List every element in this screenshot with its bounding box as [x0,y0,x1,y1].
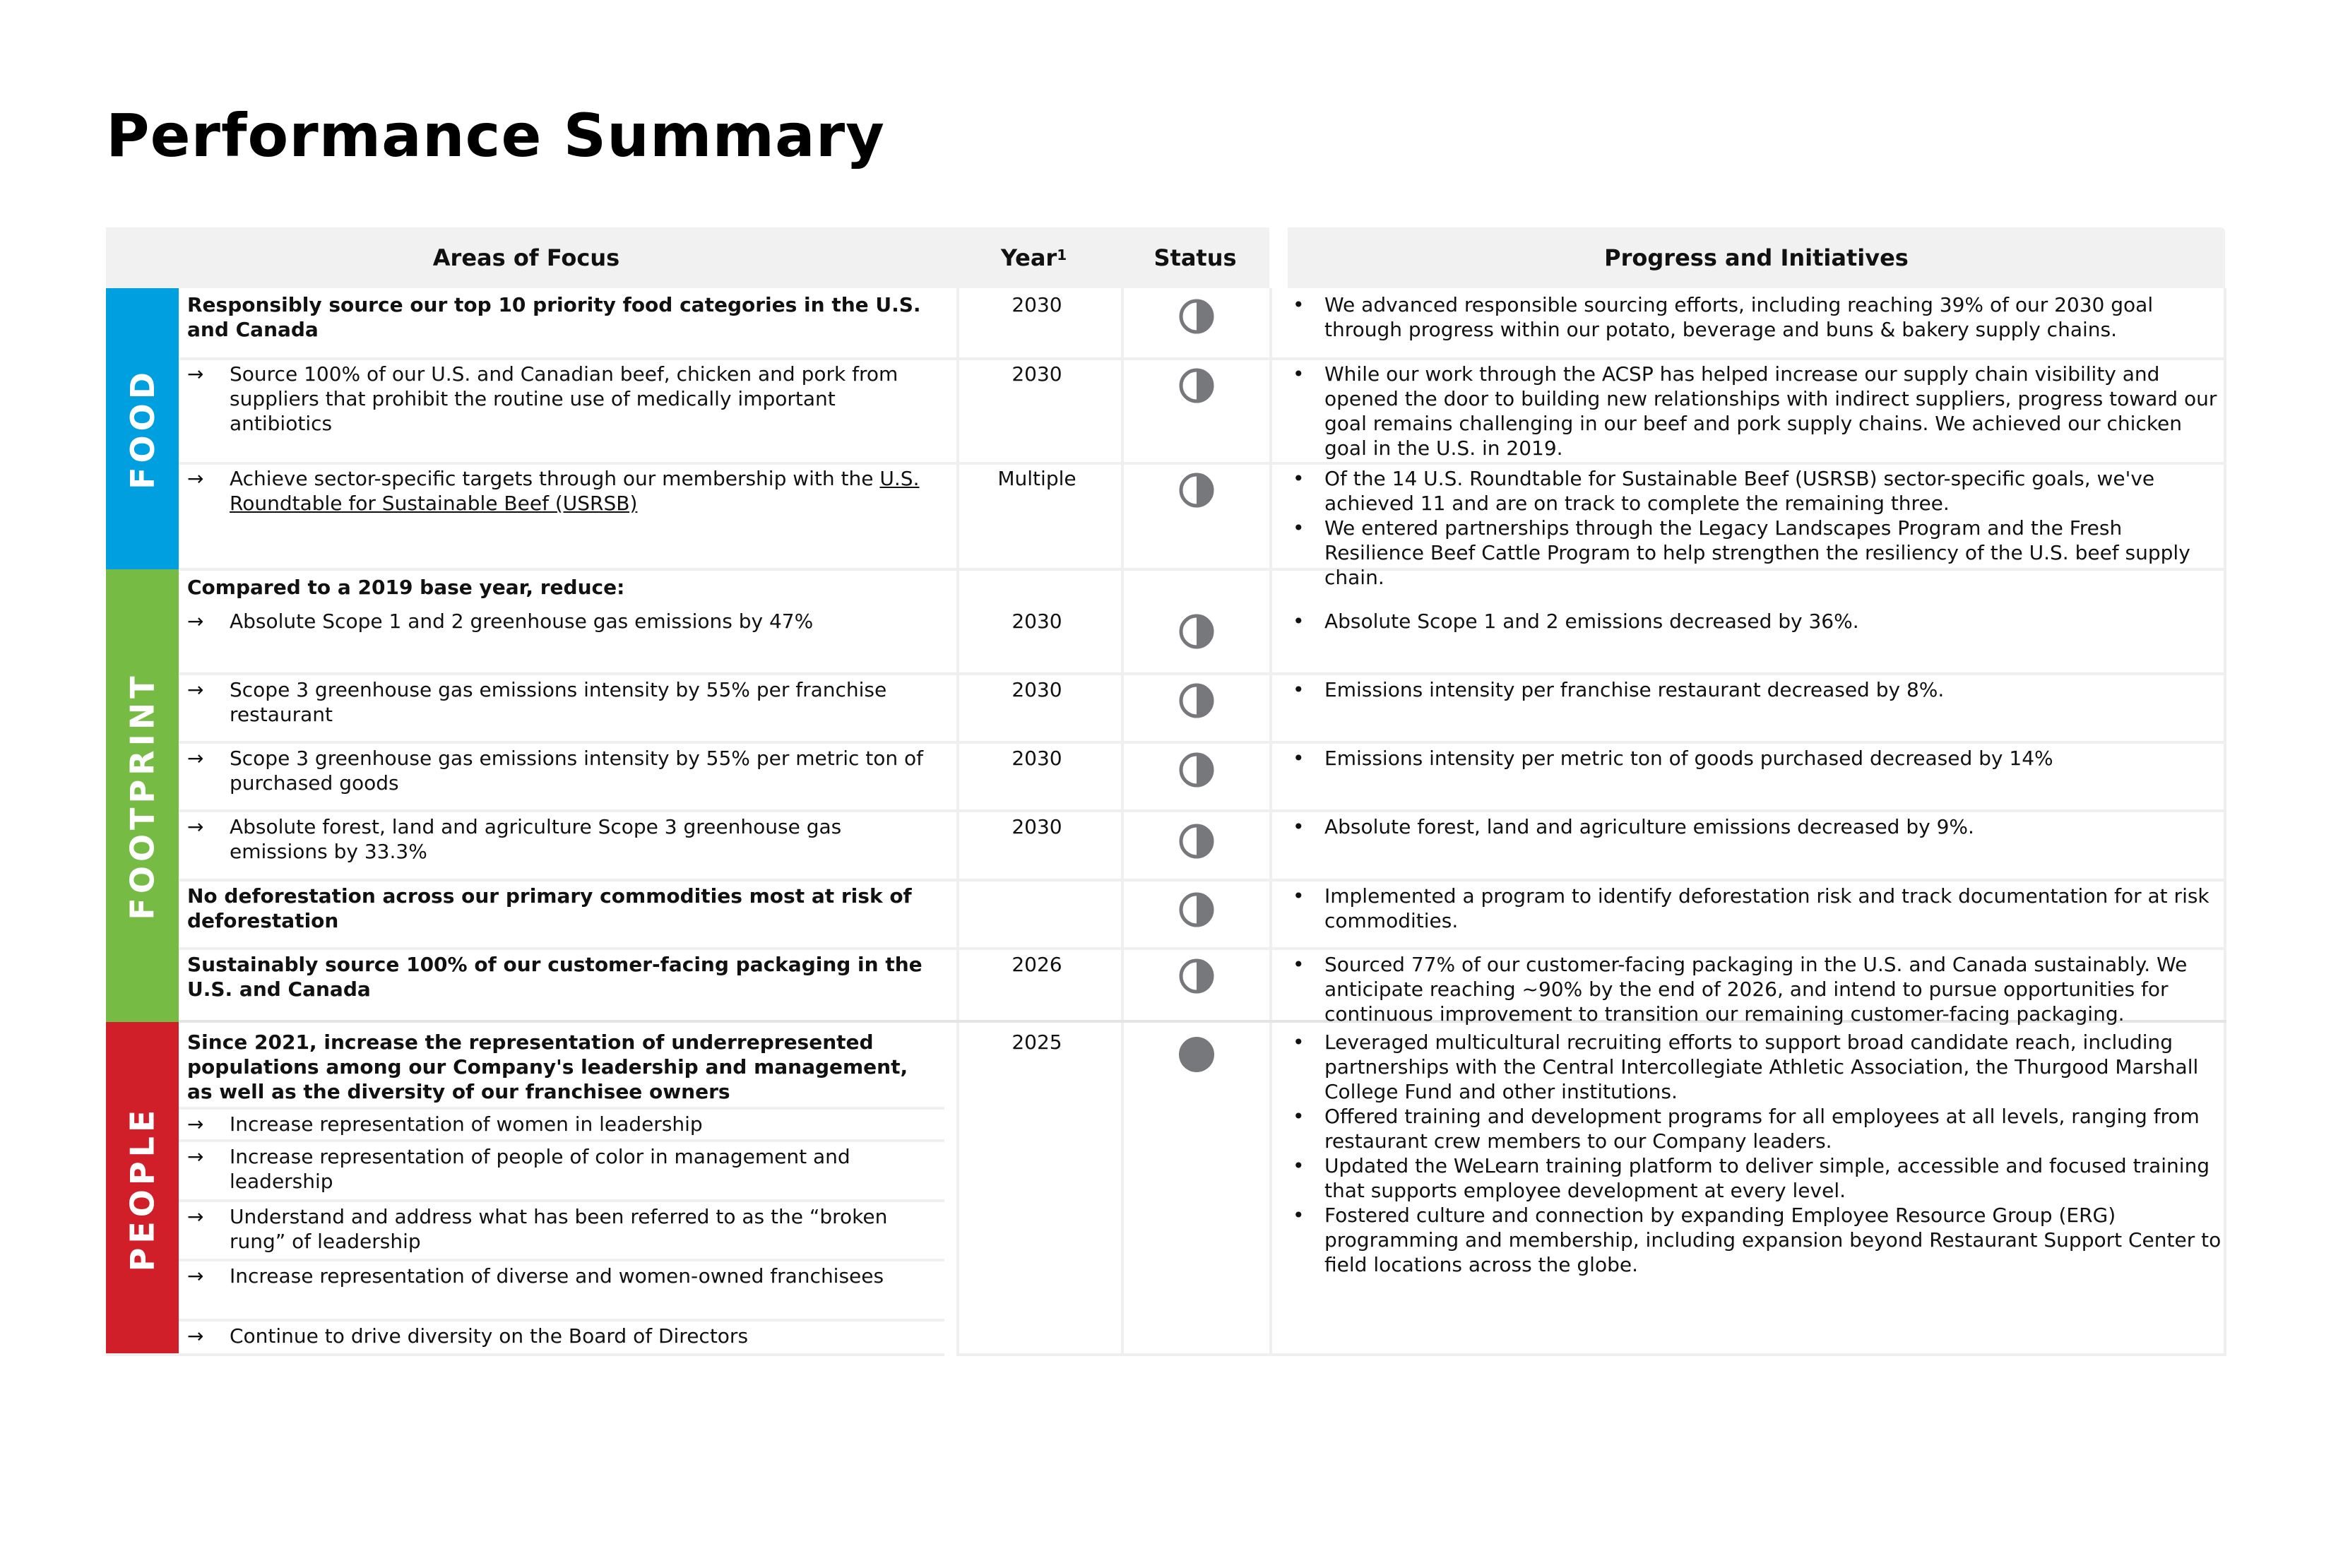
progress-bullet [1293,952,2225,1026]
focus-area-text: Absolute Scope 1 and 2 greenhouse gas emissions by 47% [230,610,814,633]
row-divider [179,1199,944,1202]
arrow-icon: → [187,815,204,838]
row-divider [179,1259,944,1261]
section-label-footprint: FOOTPRINT [123,671,162,920]
target-year: 2030 [1012,362,1062,386]
progress-bullet [1293,746,2225,771]
focus-area-text: Scope 3 greenhouse gas emissions intensity by 55% per franchise restaurant [230,678,887,726]
arrow-icon: → [187,467,204,490]
bullet-icon: • [1293,1204,1305,1227]
progress-bullet [1293,814,2225,839]
focus-sub-item [187,609,943,634]
progress-text: Emissions intensity per franchise restaurant decreased by 8%. [1324,678,1945,701]
arrow-icon: → [187,678,204,701]
focus-area-text: Absolute forest, land and agriculture Scope 3 greenhouse gas emissions by 33.3% [230,815,842,863]
progress-text: Fostered culture and connection by expanding Employee Resource Group (ERG) programming and membership, including expansion beyond Restaurant Support Center to field locations across the globe. [1324,1204,2222,1276]
focus-area-text: Source 100% of our U.S. and Canadian beef, chicken and pork from suppliers that prohibit the routine use of medically important antibiotics [230,362,898,435]
target-year: 2030 [1012,610,1062,633]
progress-list [1293,746,2225,771]
focus-sub-item [187,1112,943,1136]
section-strip-people [106,1022,179,1355]
row-divider [179,1319,944,1321]
bullet-icon: • [1293,467,1305,490]
column-divider [1269,288,1272,1355]
target-year: 2030 [1012,815,1062,838]
focus-sub-item [187,362,943,436]
progress-bullet [1293,516,2225,590]
focus-sub-item [187,814,943,864]
focus-sub-item [187,1144,943,1194]
status-half-icon [1179,299,1214,334]
arrow-icon: → [187,1145,204,1168]
status-full-icon [1179,1037,1214,1072]
progress-list [1293,609,2225,634]
progress-bullet [1293,677,2225,702]
footprint-intro: Compared to a 2019 base year, reduce: [187,576,625,599]
progress-list [1293,677,2225,702]
section-label-food: FOOD [123,368,162,489]
progress-text: Emissions intensity per metric ton of goods purchased decreased by 14% [1324,747,2053,770]
focus-area-text [230,466,943,516]
focus-area-text: No deforestation across our primary commodities most at risk of deforestation [187,884,912,932]
header-areas-label: Areas of Focus [432,244,620,271]
progress-list [1293,466,2225,590]
bullet-icon: • [1293,747,1305,770]
arrow-icon: → [187,1324,204,1348]
progress-list [1293,362,2225,461]
target-year: 2025 [1012,1031,1062,1054]
progress-list [1293,814,2225,839]
focus-sub-item-text: Increase representation of women in leadership [230,1112,703,1136]
header-status-label: Status [1153,244,1237,271]
progress-text: Implemented a program to identify deforestation risk and track documentation for at risk commodities. [1324,884,2210,932]
focus-sub-item-text: Increase representation of people of color in management and leadership [230,1145,850,1193]
progress-text: We advanced responsible sourcing efforts, including reaching 39% of our 2030 goal through progress within our potato, beverage and buns & bakery supply chains. [1324,293,2154,341]
table-bottom-border [956,1353,2226,1356]
progress-list [1293,884,2225,933]
focus-sub-item-text: Increase representation of diverse and women-owned franchisees [230,1264,884,1288]
status-half-icon [1179,824,1214,859]
target-year: Multiple [997,467,1076,490]
status-half-icon [1179,473,1214,508]
focus-sub-item [187,466,943,516]
row-divider [179,672,2226,675]
page-title: Performance Summary [106,101,885,170]
focus-sub-item-text: Understand and address what has been referred to as the “broken rung” of leadership [230,1205,888,1253]
progress-text: Updated the WeLearn training platform to deliver simple, accessible and focused training that supports employee development at every level. [1324,1154,2210,1202]
arrow-icon: → [187,610,204,633]
progress-bullet [1293,1030,2225,1104]
progress-list [1293,292,2225,342]
section-label-people: PEOPLE [123,1105,162,1271]
target-year: 2030 [1012,747,1062,770]
row-divider [179,879,2226,881]
arrow-icon: → [187,1112,204,1136]
progress-bullet [1293,362,2225,461]
progress-text: We entered partnerships through the Legacy Landscapes Program and the Fresh Resilience Beef Cattle Program to help strengthen the resiliency of the U.S. beef supply chain. [1324,516,2190,589]
progress-text: Of the 14 U.S. Roundtable for Sustainable Beef (USRSB) sector-specific goals, we've achieved 11 and are on track to complete the remaining three. [1324,467,2155,515]
target-year: 2030 [1012,293,1062,316]
header-year [947,227,1121,288]
arrow-icon: → [187,1264,204,1288]
bullet-icon: • [1293,1154,1305,1177]
row-divider [179,947,2226,950]
row-divider [179,1139,944,1142]
focus-area-prefix: Achieve sector-specific targets through our membership with the [230,467,880,490]
focus-area-text: Scope 3 greenhouse gas emissions intensity by 55% per metric ton of purchased goods [230,747,924,795]
arrow-icon: → [187,747,204,770]
row-divider [179,809,2226,812]
progress-bullet [1293,1104,2225,1153]
arrow-icon: → [187,1205,204,1228]
header-year-label: Year [1000,244,1057,271]
progress-text: Absolute forest, land and agriculture emissions decreased by 9%. [1324,815,1974,838]
header-areas-of-focus [106,227,947,288]
bullet-icon: • [1293,1031,1305,1054]
bullet-icon: • [1293,293,1305,316]
status-half-icon [1179,752,1214,788]
bullet-icon: • [1293,884,1305,908]
arrow-icon: → [187,362,204,386]
section-strip-food [106,288,179,569]
header-progress-label: Progress and Initiatives [1604,244,1909,271]
focus-sub-item [187,1324,943,1348]
usrsb-link[interactable]: U.S. Roundtable for Sustainable Beef (USRSB) [230,467,920,515]
bullet-icon: • [1293,815,1305,838]
status-half-icon [1179,683,1214,718]
target-year: 2026 [1012,953,1062,976]
row-divider [179,462,2226,465]
progress-list [1293,952,2225,1026]
status-half-icon [1179,958,1214,994]
footnote-marker: 1 [1057,247,1067,263]
status-half-icon [1179,892,1214,927]
status-half-icon [1179,368,1214,403]
progress-bullet [1293,884,2225,933]
progress-text: Leveraged multicultural recruiting efforts to support broad candidate reach, including partnerships with the Central Intercollegiate Athletic Association, the Thurgood Marshall College Fund and other institutions. [1324,1031,2199,1103]
target-year: 2030 [1012,678,1062,701]
progress-bullet [1293,1203,2225,1277]
focus-sub-item [187,1204,943,1254]
row-divider [179,357,2226,360]
focus-area-text: Sustainably source 100% of our customer-facing packaging in the U.S. and Canada [187,953,923,1001]
focus-sub-item [187,677,943,727]
focus-sub-item-text: Continue to drive diversity on the Board of Directors [230,1324,749,1348]
column-divider [1121,288,1124,1355]
bullet-icon: • [1293,678,1305,701]
bullet-icon: • [1293,362,1305,386]
progress-bullet [1293,466,2225,516]
focus-sub-item [187,1264,943,1288]
bullet-icon: • [1293,1105,1305,1128]
section-strip-footprint [106,569,179,1022]
row-divider [179,1107,944,1110]
focus-sub-item [187,746,943,795]
header-status [1121,227,1269,288]
focus-area-text: Responsibly source our top 10 priority food categories in the U.S. and Canada [187,293,921,341]
progress-bullet [1293,292,2225,342]
progress-text: Sourced 77% of our customer-facing packaging in the U.S. and Canada sustainably. We anticipate reaching ~90% by the end of 2026, and intend to pursue opportunities for continuous improvement to transition our remaining customer-facing packaging. [1324,953,2188,1026]
bullet-icon: • [1293,953,1305,976]
progress-bullet [1293,609,2225,634]
row-divider [179,741,2226,744]
progress-list [1293,1030,2225,1277]
bullet-icon: • [1293,516,1305,540]
focus-area-text: Since 2021, increase the representation of underrepresented populations among our Company's leadership and management, as well as the diversity of our franchisee owners [187,1031,908,1103]
progress-text: While our work through the ACSP has helped increase our supply chain visibility and opened the door to building new relationships with indirect suppliers, progress toward our goal remains challenging in our beef and pork supply chains. We achieved our chicken goal in the U.S. in 2019. [1324,362,2217,460]
table-bottom-border [106,1353,944,1356]
status-half-icon [1179,614,1214,649]
header-progress [1288,227,2225,288]
progress-text: Absolute Scope 1 and 2 emissions decreased by 36%. [1324,610,1859,633]
progress-bullet [1293,1153,2225,1203]
bullet-icon: • [1293,610,1305,633]
progress-text: Offered training and development programs for all employees at all levels, ranging from restaurant crew members to our Company leaders. [1324,1105,2200,1153]
